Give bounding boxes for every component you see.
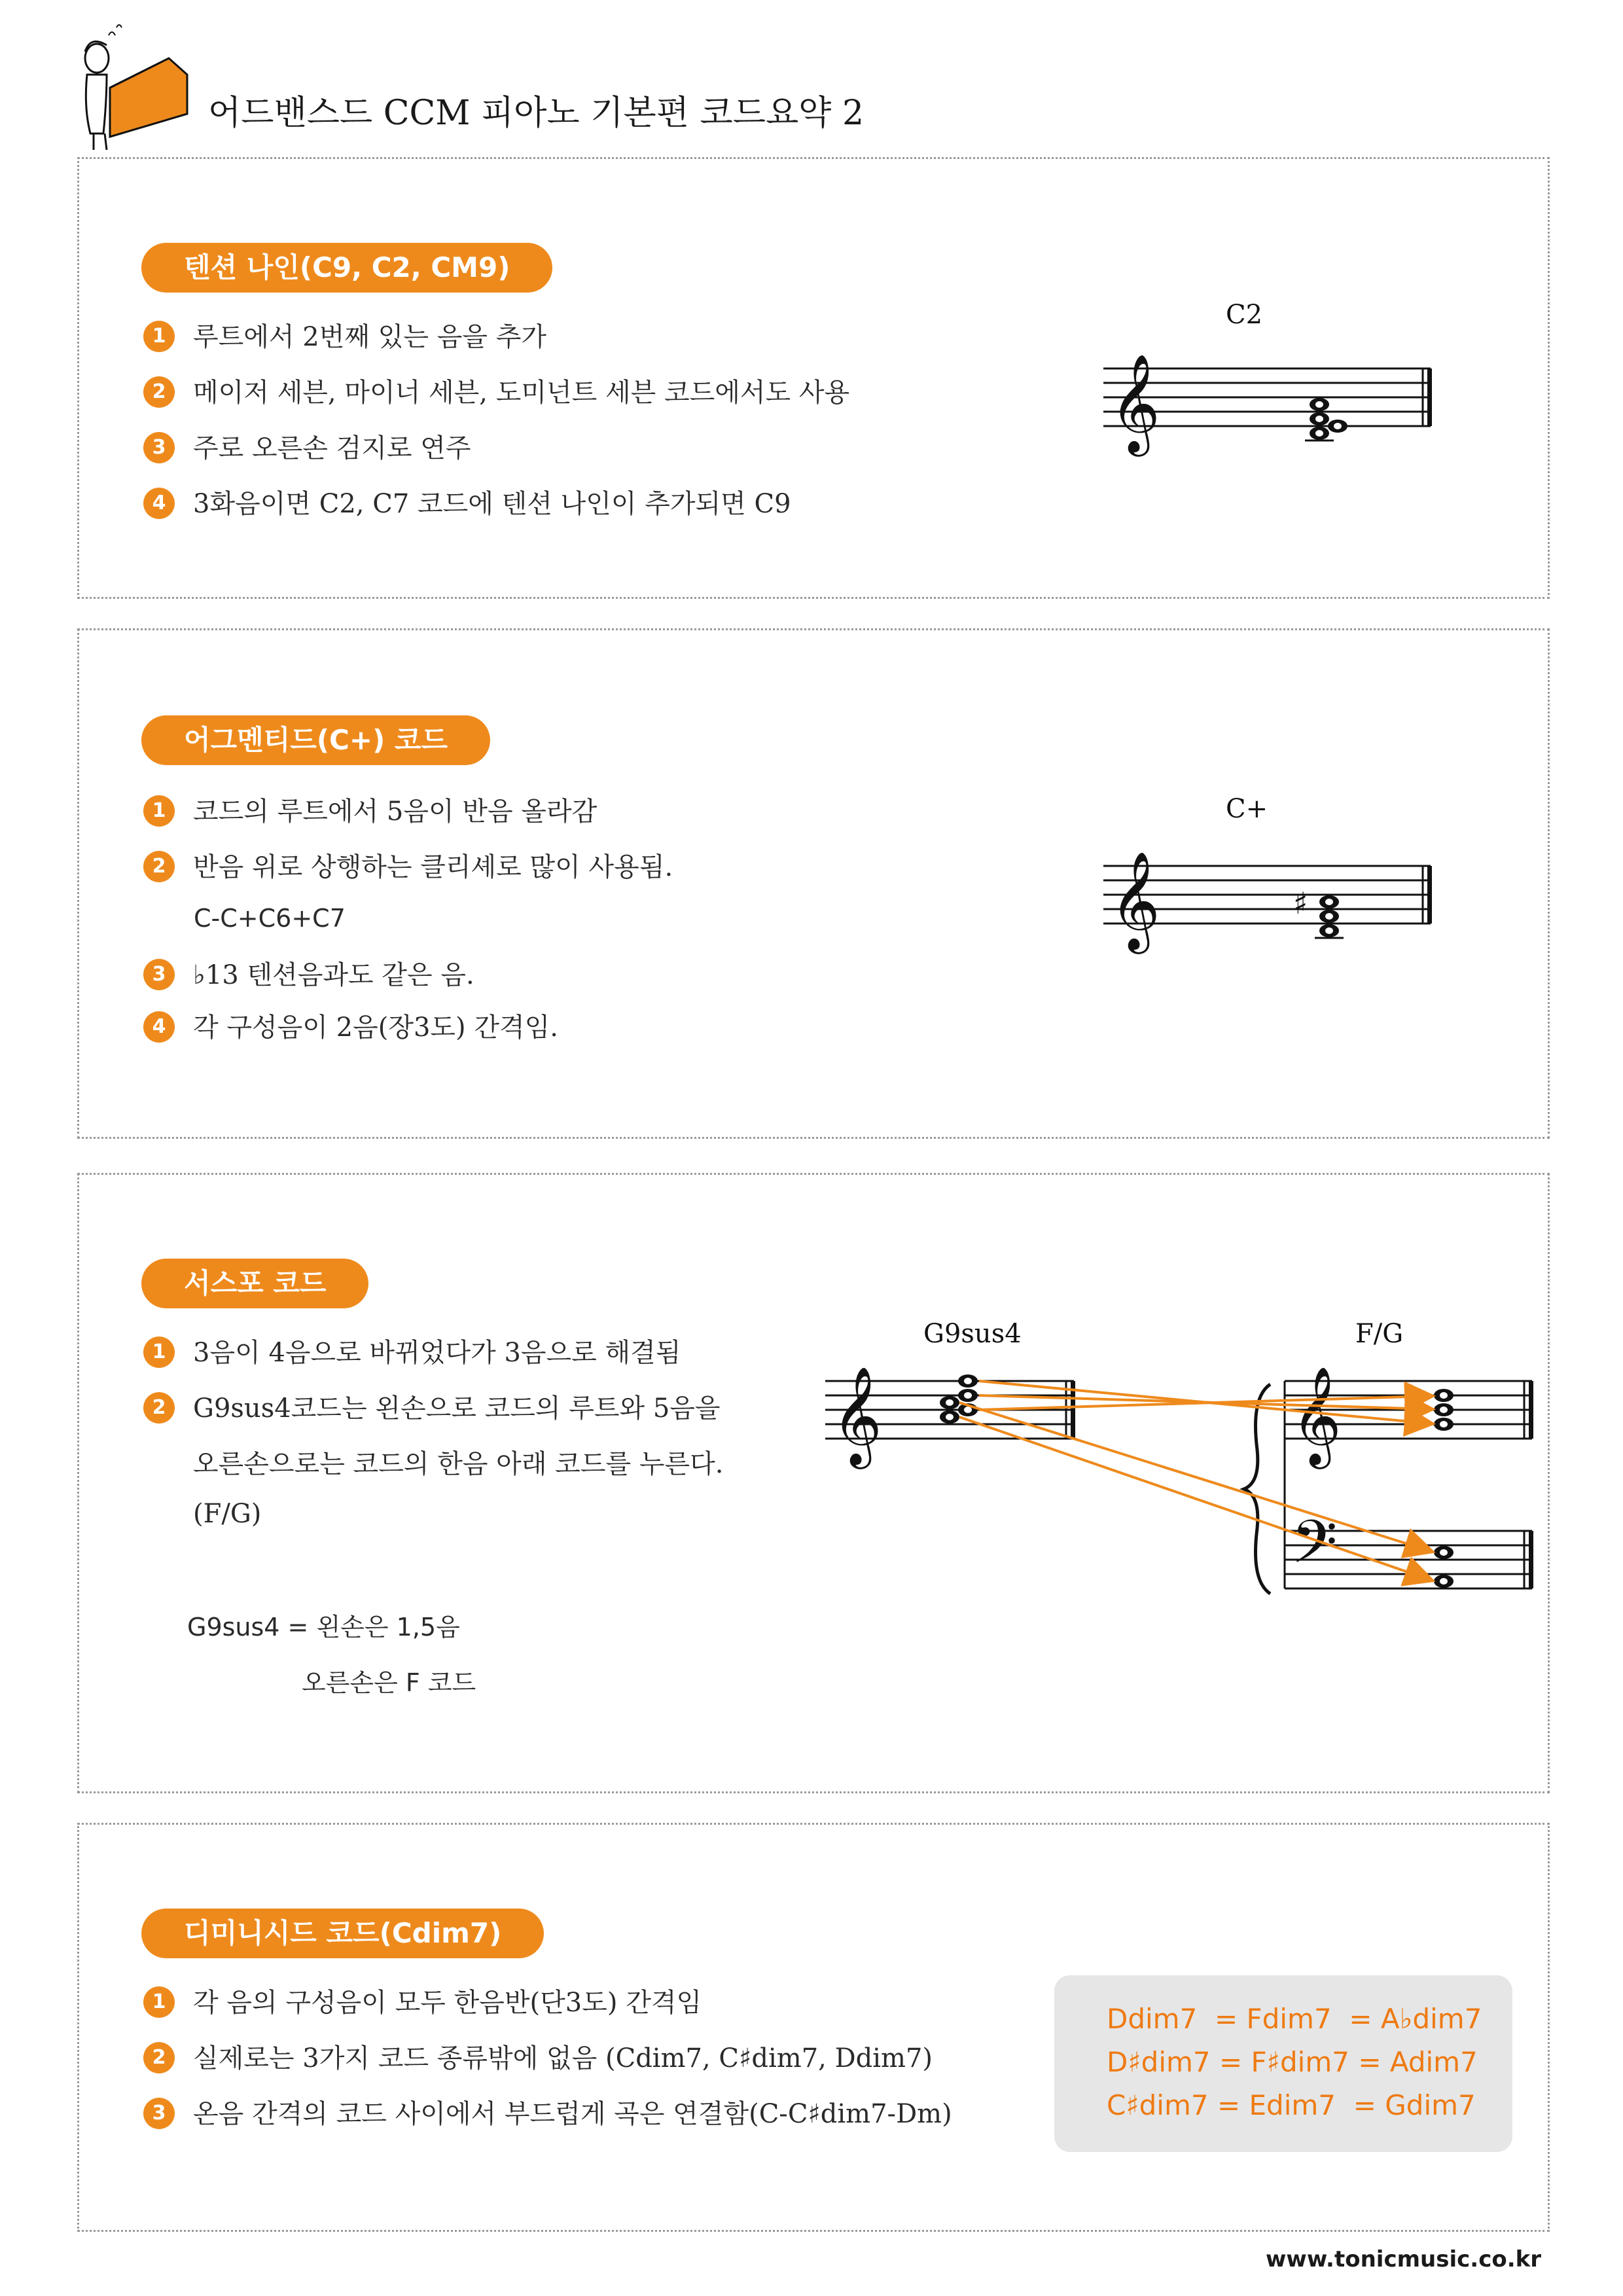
item-text: 루트에서 2번째 있는 음을 추가 <box>193 322 546 352</box>
list-item <box>143 372 849 410</box>
page-title: 어드밴스드 CCM 피아노 기본편 코드요약 2 <box>208 94 865 133</box>
list-item <box>143 1332 681 1371</box>
list-item <box>143 1982 702 2020</box>
item-text: 반음 위로 상행하는 클리셰로 많이 사용됨. <box>193 852 673 882</box>
number-badge: 2 <box>143 2042 175 2073</box>
item-text: G9sus4코드는 왼손으로 코드의 루트와 5음을 <box>193 1393 721 1424</box>
continuation-text: (F/G) <box>193 1499 262 1529</box>
note-line: G9sus4 = 왼손은 1,5음 <box>187 1613 460 1641</box>
list-item <box>143 1007 558 1045</box>
number-badge: 1 <box>143 1336 175 1368</box>
chord-label: C2 <box>1226 300 1263 330</box>
number-badge: 3 <box>143 2098 175 2129</box>
number-badge: 4 <box>143 1011 175 1043</box>
item-text: 3화음이면 C2, C7 코드에 텐션 나인이 추가되면 C9 <box>193 489 791 519</box>
progression-example: C-C+C6+C7 <box>194 904 346 933</box>
section-heading: 어그멘티드(C+) 코드 <box>141 715 490 765</box>
list-item <box>143 954 474 993</box>
item-text: 실제로는 3가지 코드 종류밖에 없음 (Cdim7, C♯dim7, Ddim7) <box>193 2043 933 2073</box>
bass-clef-icon: 𝄢 <box>1291 1507 1338 1591</box>
section-heading: 서스포 코드 <box>141 1259 368 1308</box>
brace-icon <box>1244 1384 1270 1594</box>
section-tension-nine <box>77 157 1550 599</box>
chord-label-right: F/G <box>1355 1319 1404 1349</box>
item-text: 온음 간격의 코드 사이에서 부드럽게 곡은 연결함(C-C♯dim7-Dm) <box>193 2099 952 2129</box>
item-text: 각 구성음이 2음(장3도) 간격임. <box>193 1013 559 1043</box>
number-badge: 3 <box>143 959 175 990</box>
section-heading: 텐션 나인(C9, C2, CM9) <box>141 243 552 293</box>
equivalence-line: C♯dim7 = Edim7 = Gdim7 <box>1107 2089 1476 2121</box>
sharp-icon: ♯ <box>1293 886 1308 921</box>
list-item <box>143 2037 933 2076</box>
number-badge: 4 <box>143 488 175 519</box>
note-line: 오른손은 F 코드 <box>302 1668 476 1697</box>
treble-clef-icon: 𝄞 <box>1291 1365 1342 1465</box>
arrow-icon <box>959 1381 1431 1580</box>
number-badge: 3 <box>143 432 175 463</box>
list-item <box>143 2093 952 2132</box>
chord-label: C+ <box>1226 794 1268 824</box>
continuation-text: 오른손으로는 코드의 한음 아래 코드를 누른다. <box>193 1449 724 1479</box>
list-item <box>143 1388 721 1426</box>
section-sus4 <box>77 1173 1550 1793</box>
treble-clef-icon: 𝄞 <box>1110 850 1160 950</box>
item-text: 주로 오른손 검지로 연주 <box>193 433 471 463</box>
item-text: 각 음의 구성음이 모두 한음반(단3도) 간격임 <box>193 1988 702 2018</box>
section-diminished <box>77 1823 1550 2232</box>
section-heading: 디미니시드 코드(Cdim7) <box>141 1909 544 1958</box>
item-text: 코드의 루트에서 5음이 반음 올라감 <box>193 797 597 827</box>
treble-clef-icon: 𝄞 <box>1110 353 1160 452</box>
number-badge: 2 <box>143 1392 175 1424</box>
list-item <box>143 316 546 355</box>
item-text: 3음이 4음으로 바뀌었다가 3음으로 해결됨 <box>193 1338 681 1368</box>
sus4-resolution-diagram <box>825 1358 1545 1685</box>
staff-c-augmented <box>1103 843 1444 954</box>
list-item <box>143 483 791 522</box>
number-badge: 2 <box>143 376 175 408</box>
equivalence-box <box>1054 1975 1512 2152</box>
item-text: ♭13 텐션음과도 같은 음. <box>193 960 474 990</box>
number-badge: 1 <box>143 795 175 827</box>
item-text: 메이저 세븐, 마이너 세븐, 도미넌트 세븐 코드에서도 사용 <box>193 378 850 408</box>
treble-clef-icon: 𝄞 <box>832 1365 882 1465</box>
number-badge: 2 <box>143 851 175 882</box>
footer-url: www.tonicmusic.co.kr <box>1266 2246 1541 2272</box>
list-item <box>143 427 471 466</box>
equivalence-line: Ddim7 = Fdim7 = A♭dim7 <box>1107 2003 1482 2035</box>
number-badge: 1 <box>143 1986 175 2018</box>
list-item <box>143 846 673 885</box>
list-item <box>143 791 597 829</box>
chord-label-left: G9sus4 <box>923 1319 1022 1349</box>
section-augmented <box>77 628 1550 1139</box>
number-badge: 1 <box>143 321 175 352</box>
equivalence-line: D♯dim7 = F♯dim7 = Adim7 <box>1107 2046 1478 2078</box>
pianist-logo-icon <box>71 22 188 153</box>
staff-c2 <box>1103 346 1444 457</box>
